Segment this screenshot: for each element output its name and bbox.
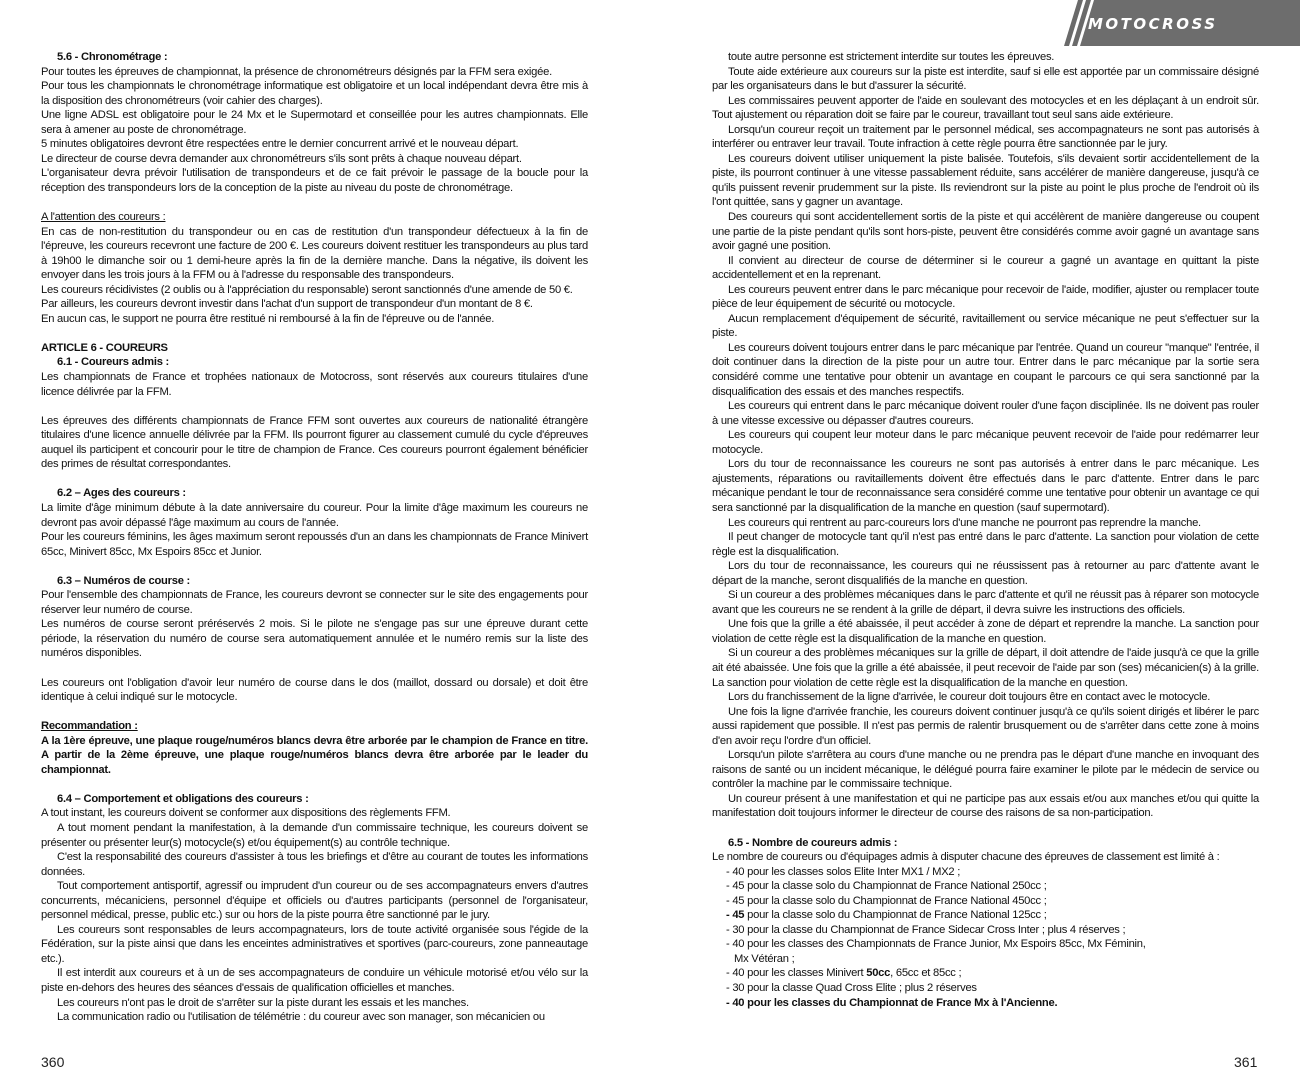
paragraph: Les coureurs n'ont pas le droit de s'arrêter sur la piste durant les essais et les manches. — [57, 996, 469, 1009]
paragraph: Lors du tour de reconnaissance, les coureurs qui ne réussissent pas à retourner au parc d'attente avant le départ de la manche, seront disqualifiés de la manche en question. — [712, 560, 1259, 587]
paragraph: C'est la responsabilité des coureurs d'assister à tous les briefings et d'être au courant de toutes les informations données. — [41, 851, 588, 878]
list-item: - 40 pour les classes du Championnat de France Mx à l'Ancienne. — [726, 996, 1058, 1009]
paragraph: Toute aide extérieure aux coureurs sur la piste est interdite, sauf si elle est apportée par un commissaire désigné par les organisateurs dans le but d'assurer la sécurité. — [712, 65, 1259, 93]
paragraph: Les commissaires peuvent apporter de l'aide en soulevant des motocycles et en les déplaçant à un endroit sûr. Tout ajustement ou réparation doit se faire par le coureur, travaillant tout seul sans aide extérieure. — [712, 94, 1259, 122]
section-title: 6.2 – Ages des coureurs : — [57, 487, 186, 500]
paragraph: Les épreuves des différents championnats de France FFM sont ouvertes aux coureurs de nationalité étrangère titulaires d'une licence annuelle délivrée par la FFM. Ils pourront figurer au classement cumulé du cycle d'épreuves auquel ils participent et concourir pour le titre de champion de France. Ces coureurs pourront également bénéficier des primes de résultat correspondantes. — [41, 414, 588, 471]
paragraph: Lors du franchissement de la ligne d'arrivée, le coureur doit toujours être en contact avec le motocycle. — [728, 691, 1211, 704]
paragraph: Une fois que la grille a été abaissée, il peut accéder à zone de départ et reprendre la manche. La sanction pour violation de cette règle est la disqualification de la manche en question. — [712, 618, 1259, 645]
paragraph: Lorsqu'un pilote s'arrêtera au cours d'une manche ou ne prendra pas le départ d'une manche en invoquant des raisons de santé ou un incident mécanique, le délégué pourra faire examiner le pilote par le médecin de service ou contrôler la machine par le commissaire technique. — [712, 749, 1259, 791]
paragraph: Il convient au directeur de course de déterminer si le coureur a gagné un avantage en quittant la piste accidentellement et en la reprenant. — [712, 254, 1259, 282]
paragraph: A tout instant, les coureurs doivent se conformer aux dispositions des règlements FFM. — [41, 807, 451, 820]
subheading: Recommandation : — [41, 720, 138, 733]
paragraph: Il est interdit aux coureurs et à un de ses accompagnateurs de conduire un véhicule motorisé et/ou vélo sur la piste en-dehors des heures des séances d'essais de qualification officielles et manches. — [41, 967, 588, 994]
list-item-text: , 65cc et 85cc ; — [890, 967, 962, 980]
section-title: 6.3 – Numéros de course : — [57, 574, 191, 587]
list-item-text: - 40 pour les classes Minivert — [726, 967, 867, 980]
list-item: - 30 pour la classe Quad Cross Elite ; plus 2 réserves — [726, 982, 977, 994]
paragraph: Le directeur de course devra demander aux chronométreurs s'ils sont prêts à chaque nouveau départ. — [41, 152, 522, 165]
list-item — [712, 966, 1259, 981]
paragraph: Les coureurs doivent utiliser uniquement la piste balisée. Toutefois, s'ils devaient sortir accidentellement de la piste, ils pourront continuer à une vitesse passablement réduite, sans accélérer de manière dangereuse, jusqu'à ce qu'ils puissent revenir prudemment sur la piste. Ils reviendront sur la piste au point le plus proche de l'endroit où ils l'ont quittée, sans y gagner un avantage. — [712, 152, 1259, 209]
list-item-text: pour la classe solo du Championnat de France National 125cc ; — [744, 909, 1047, 922]
paragraph: Une fois la ligne d'arrivée franchie, les coureurs doivent continuer jusqu'à ce qu'ils soient dirigés et libérer le parc aussi rapidement que possible. Il n'est pas permis de ralentir brusquement ou de s'arrêter dans cette zone à moins d'en avoir reçu l'ordre d'un officiel. — [712, 705, 1259, 747]
paragraph: toute autre personne est strictement interdite sur toutes les épreuves. — [728, 51, 1055, 63]
paragraph: Les numéros de course seront préréservés 2 mois. Si le pilote ne s'engage pas sur une épreuve durant cette période, la réservation du numéro de course sera automatiquement annulée et le numéro remis sur la liste des numéros disponibles. — [41, 618, 588, 660]
paragraph: Le nombre de coureurs ou d'équipages admis à disputer chacune des épreuves de classement est limité à : — [712, 851, 1220, 864]
section-title: 5.6 - Chronométrage : — [57, 51, 168, 63]
paragraph: L'organisateur devra prévoir l'utilisation de transpondeurs et de ce fait prévoir le passage de la boucle pour la réception des transpondeurs lors de la conception de la piste au niveau du poste de chronométrage. — [41, 167, 588, 194]
section-title: 6.4 – Comportement et obligations des coureurs : — [57, 792, 309, 805]
section-label: MOTOCROSS — [1088, 15, 1218, 33]
paragraph: A tout moment pendant la manifestation, à la demande d'un commissaire technique, les coureurs doivent se présenter ou présenter leur(s) motocycle(s) et/ou équipement(s) au contrôle technique. — [41, 821, 588, 849]
article-title: ARTICLE 6 - COUREURS — [41, 341, 168, 354]
paragraph: La limite d'âge minimum débute à la date anniversaire du coureur. Pour la limite d'âge maximum les coureurs ne devront pas avoir dépassé l'âge maximum au cours de l'année. — [41, 501, 588, 529]
paragraph: Par ailleurs, les coureurs devront investir dans l'achat d'un support de transpondeur d'un montant de 8 €. — [41, 298, 533, 311]
section-title: 6.1 - Coureurs admis : — [57, 356, 170, 369]
paragraph: En cas de non-restitution du transpondeur ou en cas de restitution d'un transpondeur défectueux à la fin de l'épreuve, les coureurs recevront une facture de 200 €. Les coureurs doivent restituer les transpondeurs au plus tard à 19h00 le dimanche soir ou 1 demi-heure après la fin de la dernière manche. Dans la négative, ils doivent les envoyer dans les trois jours à la FFM ou à l'adresse du responsable des transpondeurs. — [41, 225, 588, 282]
list-item-emphasis: 50cc — [866, 967, 891, 980]
paragraph: Pour l'ensemble des championnats de France, les coureurs devront se connecter sur le site des engagements pour réserver leur numéro de course. — [41, 589, 588, 616]
paragraph: Pour tous les championnats le chronométrage informatique est obligatoire et un local indépendant devra être mis à la disposition des chronométreurs (voir cahier des charges). — [41, 80, 588, 107]
paragraph: La communication radio ou l'utilisation de télémétrie : du coureur avec son manager, son mécanicien ou — [57, 1011, 545, 1024]
list-item: - 40 pour les classes solos Elite Inter MX1 / MX2 ; — [726, 865, 961, 878]
paragraph: Tout comportement antisportif, agressif ou imprudent d'un coureur ou de ses accompagnateurs envers d'autres concurrents, mécaniciens, personnel d'équipe et officiels ou d'autres participants (personnel de l'organisateur, personnel médical, presse, public etc.) sur ou hors de la piste pourra être sanctionné par le jury. — [41, 880, 588, 922]
left-page-column — [41, 50, 588, 1025]
paragraph: Si un coureur a des problèmes mécaniques sur la grille de départ, il doit attendre de l'aide jusqu'à ce que la grille ait été abaissée. Une fois que la grille a été abaissée, il peut recevoir de l'aide par son (ses) mécanicien(s) à la grille. La sanction pour violation de cette règle est la disqualification de la manche en question. — [712, 647, 1259, 689]
list-item: - 45 pour la classe solo du Championnat de France National 250cc ; — [726, 880, 1047, 893]
paragraph: Un coureur présent à une manifestation et qui ne participe pas aux essais et/ou aux manches et/ou qui quitte la manifestation doit toujours informer le directeur de course des raisons de sa non-participation. — [712, 792, 1259, 820]
list-item: - 40 pour les classes des Championnats de France Junior, Mx Espoirs 85cc, Mx Féminin, — [726, 938, 1146, 951]
paragraph: Aucun remplacement d'équipement de sécurité, ravitaillement ou service mécanique ne peut s'effectuer sur la piste. — [712, 312, 1259, 340]
subheading: A l'attention des coureurs : — [41, 211, 166, 224]
paragraph: Pour les coureurs féminins, les âges maximum seront repoussés d'un an dans les championnats de France Minivert 65cc, Minivert 85cc, Mx Espoirs 85cc et Junior. — [41, 531, 588, 558]
paragraph: Si un coureur a des problèmes mécaniques dans le parc d'attente et qu'il ne réussit pas à réparer son motocycle avant que les coureurs ne se rendent à la grille de départ, il devra suivre les instructions des officiels. — [712, 589, 1259, 616]
paragraph: Des coureurs qui sont accidentellement sortis de la piste et qui accélèrent de manière dangereuse ou coupent une partie de la piste pendant qu'ils sont hors-piste, peuvent être considérés comme avoir gagné un avantage sans avoir gagné une position. — [712, 211, 1259, 253]
list-item: - 30 pour la classe du Championnat de France Sidecar Cross Inter ; plus 4 réserves ; — [726, 923, 1126, 936]
list-item: - 45 pour la classe solo du Championnat de France National 450cc ; — [726, 894, 1047, 907]
right-page-column — [712, 50, 1259, 1010]
section-title: 6.5 - Nombre de coureurs admis : — [728, 836, 898, 849]
paragraph: En aucun cas, le support ne pourra être restitué ni remboursé à la fin de l'épreuve ou de l'année. — [41, 312, 495, 325]
paragraph: Les coureurs doivent toujours entrer dans le parc mécanique par l'entrée. Quand un coureur "manque" l'entrée, il doit continuer dans la direction de la piste pour un autre tour. Entrer dans le parc mécanique par la sortie sera considéré comme une tentative pour obtenir un avantage en coupant le parcours ce qui sera sanctionné par la disqualification des essais et des manches respectifs. — [712, 341, 1259, 398]
page-number: 360 — [41, 1054, 65, 1070]
paragraph: Les coureurs sont responsables de leurs accompagnateurs, lors de toute activité organisée sous l'égide de la Fédération, sur la piste ainsi que dans les enceintes administratives et sportives (parc-coureurs, zone panneautage etc.). — [41, 923, 588, 965]
paragraph: Lorsqu'un coureur reçoit un traitement par le personnel médical, ses accompagnateurs ne sont pas autorisés à interférer ou entraver leur travail. Toute infraction à cette règle pourra être sanctionnée par le jury. — [712, 123, 1259, 151]
paragraph: 5 minutes obligatoires devront être respectées entre le dernier concurrent arrivé et le nouveau départ. — [41, 138, 519, 151]
paragraph: Une ligne ADSL est obligatoire pour le 24 Mx et le Supermotard et conseillée pour les autres championnats. Elle sera à amener au poste de chronométrage. — [41, 109, 588, 136]
paragraph: Les championnats de France et trophées nationaux de Motocross, sont réservés aux coureurs titulaires d'une licence délivrée par la FFM. — [41, 371, 588, 398]
paragraph: Pour toutes les épreuves de championnat, la présence de chronométreurs désignés par la FFM sera exigée. — [41, 65, 552, 78]
paragraph: Il peut changer de motocycle tant qu'il n'est pas entré dans le parc d'attente. La sanction pour violation de cette règle est la disqualification. — [712, 531, 1259, 558]
paragraph: Lors du tour de reconnaissance les coureurs ne sont pas autorisés à entrer dans le parc mécanique. Les ajustements, réparations ou ravitaillements doivent être effectués dans le parc d'attente. Entrer dans le parc mécanique pendant le tour de reconnaissance sera considéré comme une tentative pour obtenir un avantage ce qui sera sanctionné par la disqualification de la manche en question (sauf supermotard). — [712, 458, 1259, 514]
paragraph: Les coureurs qui rentrent au parc-coureurs lors d'une manche ne pourront pas reprendre la manche. — [728, 516, 1201, 529]
paragraph: Les coureurs qui entrent dans le parc mécanique doivent rouler d'une façon disciplinée. Ils ne doivent pas rouler à une vitesse excessive ou dépasser d'autres coureurs. — [712, 400, 1259, 427]
list-item — [712, 908, 1259, 923]
paragraph: Les coureurs récidivistes (2 oublis ou à l'appréciation du responsable) seront sanctionnés d'une amende de 50 €. — [41, 283, 573, 296]
paragraph: A la 1ère épreuve, une plaque rouge/numéros blancs devra être arborée par le champion de France en titre. A partir de la 2ème épreuve, une plaque rouge/numéros blancs devra être arborée par le leader du championnat. — [41, 734, 588, 776]
paragraph: Les coureurs ont l'obligation d'avoir leur numéro de course dans le dos (maillot, dossard ou dorsale) et doit être identique à celui indiqué sur le motocycle. — [41, 676, 588, 704]
list-item-emphasis: - 45 — [726, 909, 745, 922]
paragraph: Les coureurs peuvent entrer dans le parc mécanique pour recevoir de l'aide, modifier, ajuster ou remplacer toute pièce de leur équipement de sécurité ou motocycle. — [712, 283, 1259, 311]
paragraph: Les coureurs qui coupent leur moteur dans le parc mécanique peuvent recevoir de l'aide pour redémarrer leur motocycle. — [712, 429, 1259, 456]
list-item-continuation: Mx Vétéran ; — [734, 952, 795, 965]
page-number: 361 — [1234, 1054, 1258, 1070]
